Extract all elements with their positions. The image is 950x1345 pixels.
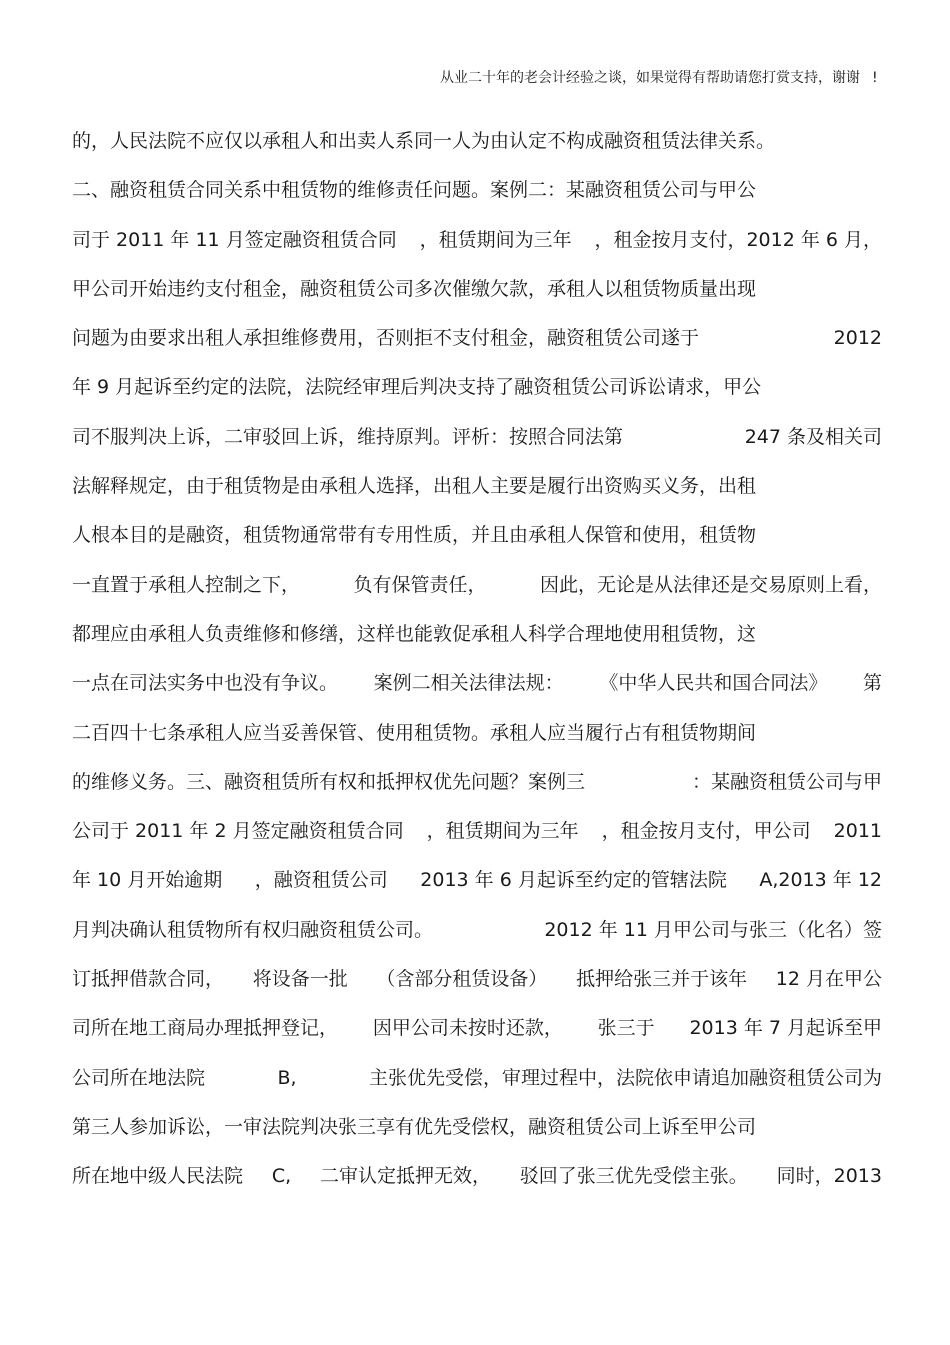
text-line (72, 567, 882, 616)
text-segment: 人根本目的是融资，租赁物通常带有专用性质，并且由承租人保管和使用，租赁物 (72, 524, 757, 547)
text-segment: 2011 (833, 820, 882, 843)
text-segment: 2013 年 6 月起诉至约定的管辖法院 (420, 869, 727, 892)
text-line (72, 1109, 882, 1158)
text-segment: 驳回了张三优先受偿主张。 (519, 1165, 748, 1188)
text-segment: 一点在司法实务中也没有争议。 (72, 672, 339, 695)
text-segment: 司不服判决上诉，二审驳回上诉，维持原判。评析：按照合同法第 (72, 425, 624, 448)
text-line (72, 616, 882, 665)
text-segment: 12 月在甲公 (775, 968, 882, 991)
text-segment: 负有保管责任， (353, 573, 487, 596)
text-line (72, 419, 882, 468)
text-line (72, 715, 882, 764)
text-segment: 将设备一批 (252, 968, 348, 991)
text-segment: 张三于 (597, 1017, 655, 1040)
text-segment: 一直置于承租人控制之下， (72, 573, 301, 596)
text-segment: 二审认定抵押无效， (319, 1165, 491, 1188)
text-segment: 都理应由承租人负责维修和修缮，这样也能敦促承租人科学合理地使用租赁物，这 (72, 622, 757, 645)
text-segment: 公司于 2011 年 2 月签定融资租赁合同 (72, 820, 404, 843)
text-segment: ，租赁期间为三年 (419, 228, 572, 251)
text-segment: 二百四十七条承租人应当妥善保管、使用租赁物。承租人应当履行占有租赁物期间 (72, 721, 757, 744)
text-segment: 第三人参加诉讼，一审法院判决张三享有优先受偿权，融资租赁公司上诉至甲公司 (72, 1115, 757, 1138)
text-segment: C, (271, 1165, 292, 1188)
text-line (72, 813, 882, 862)
text-segment: 年 10 月开始逾期 (72, 869, 223, 892)
text-segment: ：某融资租赁公司与甲 (691, 770, 882, 793)
text-segment: （含部分租赁设备） (376, 968, 548, 991)
text-segment: 247 条及相关司 (744, 425, 882, 448)
text-line (72, 517, 882, 566)
text-line (72, 222, 882, 271)
header-note: 从业二十年的老会计经验之谈，如果觉得有帮助请您打赏支持，谢谢 (440, 70, 860, 86)
text-segment: 因此，无论是从法律还是交易原则上看， (539, 573, 882, 596)
text-segment: 2012 年 11 月甲公司与张三（化名）签 (544, 918, 882, 941)
text-line (72, 764, 882, 813)
text-segment: 因甲公司未按时还款， (372, 1017, 563, 1040)
text-segment: ，融资租赁公司 (254, 869, 388, 892)
text-segment: B, (277, 1066, 297, 1089)
text-segment: 订抵押借款合同， (72, 968, 225, 991)
text-segment: 公司所在地法院 (72, 1066, 206, 1089)
text-line (72, 961, 882, 1010)
text-segment: 二、融资租赁合同关系中租赁物的维修责任问题。案例二：某融资租赁公司与甲公 (72, 179, 757, 202)
text-segment: ，租赁期间为三年 (426, 820, 579, 843)
text-line (72, 1010, 882, 1059)
text-line (72, 271, 882, 320)
header-exclamation: ! (872, 70, 878, 86)
text-segment: 所在地中级人民法院 (72, 1165, 244, 1188)
text-segment: 法解释规定，由于租赁物是由承租人选择，出租人主要是履行出资购买义务，出租 (72, 475, 757, 498)
text-segment: 的维修义务。三、融资租赁所有权和抵押权优先问题？案例三 (72, 770, 586, 793)
text-line (72, 862, 882, 911)
page-header (0, 66, 950, 90)
text-line (72, 468, 882, 517)
text-segment: 司于 2011 年 11 月签定融资租赁合同 (72, 228, 397, 251)
text-line (72, 912, 882, 961)
text-segment: 月判决确认租赁物所有权归融资租赁公司。 (72, 918, 434, 941)
text-segment: 司所在地工商局办理抵押登记， (72, 1017, 339, 1040)
text-line (72, 320, 882, 369)
text-segment: 问题为由要求出租人承担维修费用，否则拒不支付租金，融资租赁公司遂于 (72, 327, 700, 350)
document-body (72, 123, 882, 1208)
text-line (72, 665, 882, 714)
text-line (72, 1060, 882, 1109)
text-segment: 《中华人民共和国合同法》 (599, 672, 828, 695)
text-line (72, 369, 882, 418)
text-segment: 2013 年 7 月起诉至甲 (689, 1017, 882, 1040)
text-segment: 案例二相关法律法规： (373, 672, 564, 695)
text-segment: A,2013 年 12 (759, 869, 882, 892)
text-segment: ，租金按月支付，2012 年 6 月， (594, 228, 882, 251)
text-line (72, 123, 882, 172)
text-line (72, 172, 882, 221)
text-segment: 年 9 月起诉至约定的法院，法院经审理后判决支持了融资租赁公司诉讼请求，甲公 (72, 376, 762, 399)
text-line (72, 1158, 882, 1207)
text-segment: 同时，2013 (776, 1165, 882, 1188)
text-segment: 抵押给张三并于该年 (576, 968, 748, 991)
text-segment: 甲公司开始违约支付租金，融资租赁公司多次催缴欠款，承租人以租赁物质量出现 (72, 277, 757, 300)
text-segment: 的，人民法院不应仅以承租人和出卖人系同一人为由认定不构成融资租赁法律关系。 (72, 130, 776, 152)
text-segment: 第 (862, 672, 882, 695)
text-segment: 2012 (833, 327, 882, 350)
text-segment: ，租金按月支付，甲公司 (601, 820, 811, 843)
text-segment: 主张优先受偿，审理过程中，法院依申请追加融资租赁公司为 (368, 1066, 882, 1089)
